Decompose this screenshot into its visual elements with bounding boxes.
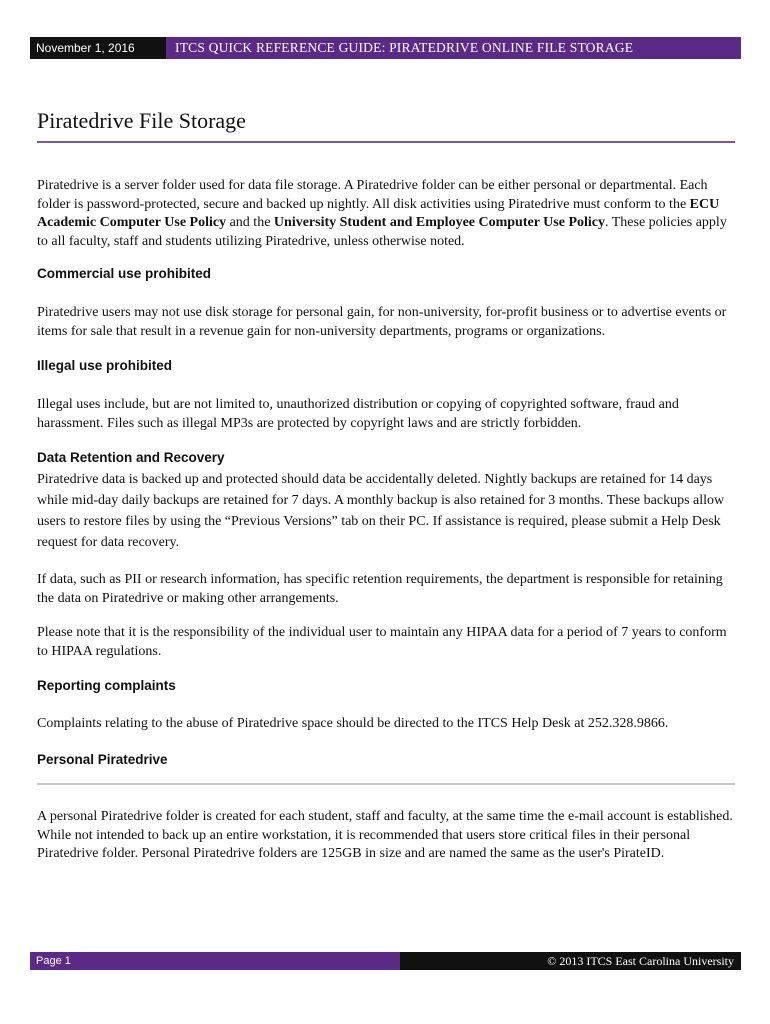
intro-text-1: Piratedrive is a server folder used for data file storage. A Piratedrive folder can be either personal or departmental. Each folder is password-protected, secure and backed up nightly. All disk activities using Piratedrive must conform to the [37, 178, 708, 212]
retention-heading: Data Retention and Recovery [37, 450, 225, 465]
footer-copyright: © 2013 ITCS East Carolina University [400, 952, 741, 970]
title-divider [37, 141, 735, 143]
commercial-body: Piratedrive users may not use disk storage for personal gain, for non-university, for-profit business or to advertise events or items for sale that result in a revenue gain for non-university departments, programs or organizations. [37, 305, 727, 339]
retention-body-2: If data, such as PII or research information, has specific retention requirements, the department is responsible for retaining the data on Piratedrive or making other arrangements. [37, 572, 723, 606]
personal-heading: Personal Piratedrive [37, 752, 168, 767]
personal-body: A personal Piratedrive folder is created for each student, staff and faculty, at the same time the e-mail account is established. While not intended to back up an entire workstation, it is recommended that users store critical files in their personal Piratedrive folder. Personal Piratedrive folders are 125GB in size and are named the same as the user's PirateID. [37, 809, 733, 861]
illegal-body: Illegal uses include, but are not limited to, unauthorized distribution or copying of copyrighted software, fraud and harassment. Files such as illegal MP3s are protected by copyright laws and are strictly forbidden. [37, 397, 679, 431]
intro-text-2: and the [226, 215, 274, 230]
illegal-heading: Illegal use prohibited [37, 358, 173, 373]
footer-page-number: Page 1 [30, 952, 400, 970]
header-date: November 1, 2016 [30, 37, 166, 59]
header-title: ITCS QUICK REFERENCE GUIDE: PIRATEDRIVE ONLINE FILE STORAGE [166, 37, 741, 59]
page-title: Piratedrive File Storage [37, 108, 246, 133]
intro-text-3: . These policies apply to all faculty, staff and students utilizing Piratedrive, unless otherwise noted. [37, 215, 727, 249]
retention-body-3: Please note that it is the responsibility of the individual user to maintain any HIPAA data for a period of 7 years to conform to HIPAA regulations. [37, 625, 727, 659]
academic-policy-link[interactable]: ECU Academic Computer Use Policy [37, 196, 720, 230]
section-divider [37, 783, 735, 785]
retention-body-1: Piratedrive data is backed up and protected should data be accidentally deleted. Nightly backups are retained for 14 days while mid-day daily backups are retained for 7 days. A monthly backup is also retained for 3 months. These backups allow users to restore files by using the “Previous Versions” tab on their PC. If assistance is required, please submit a Help Desk request for data recovery. [37, 472, 725, 550]
intro-paragraph [37, 177, 737, 251]
complaints-body: Complaints relating to the abuse of Piratedrive space should be directed to the ITCS Help Desk at 252.328.9866. [37, 716, 669, 731]
commercial-heading: Commercial use prohibited [37, 266, 212, 281]
employee-policy-link[interactable]: University Student and Employee Computer Use Policy [273, 215, 605, 230]
complaints-heading: Reporting complaints [37, 678, 176, 693]
